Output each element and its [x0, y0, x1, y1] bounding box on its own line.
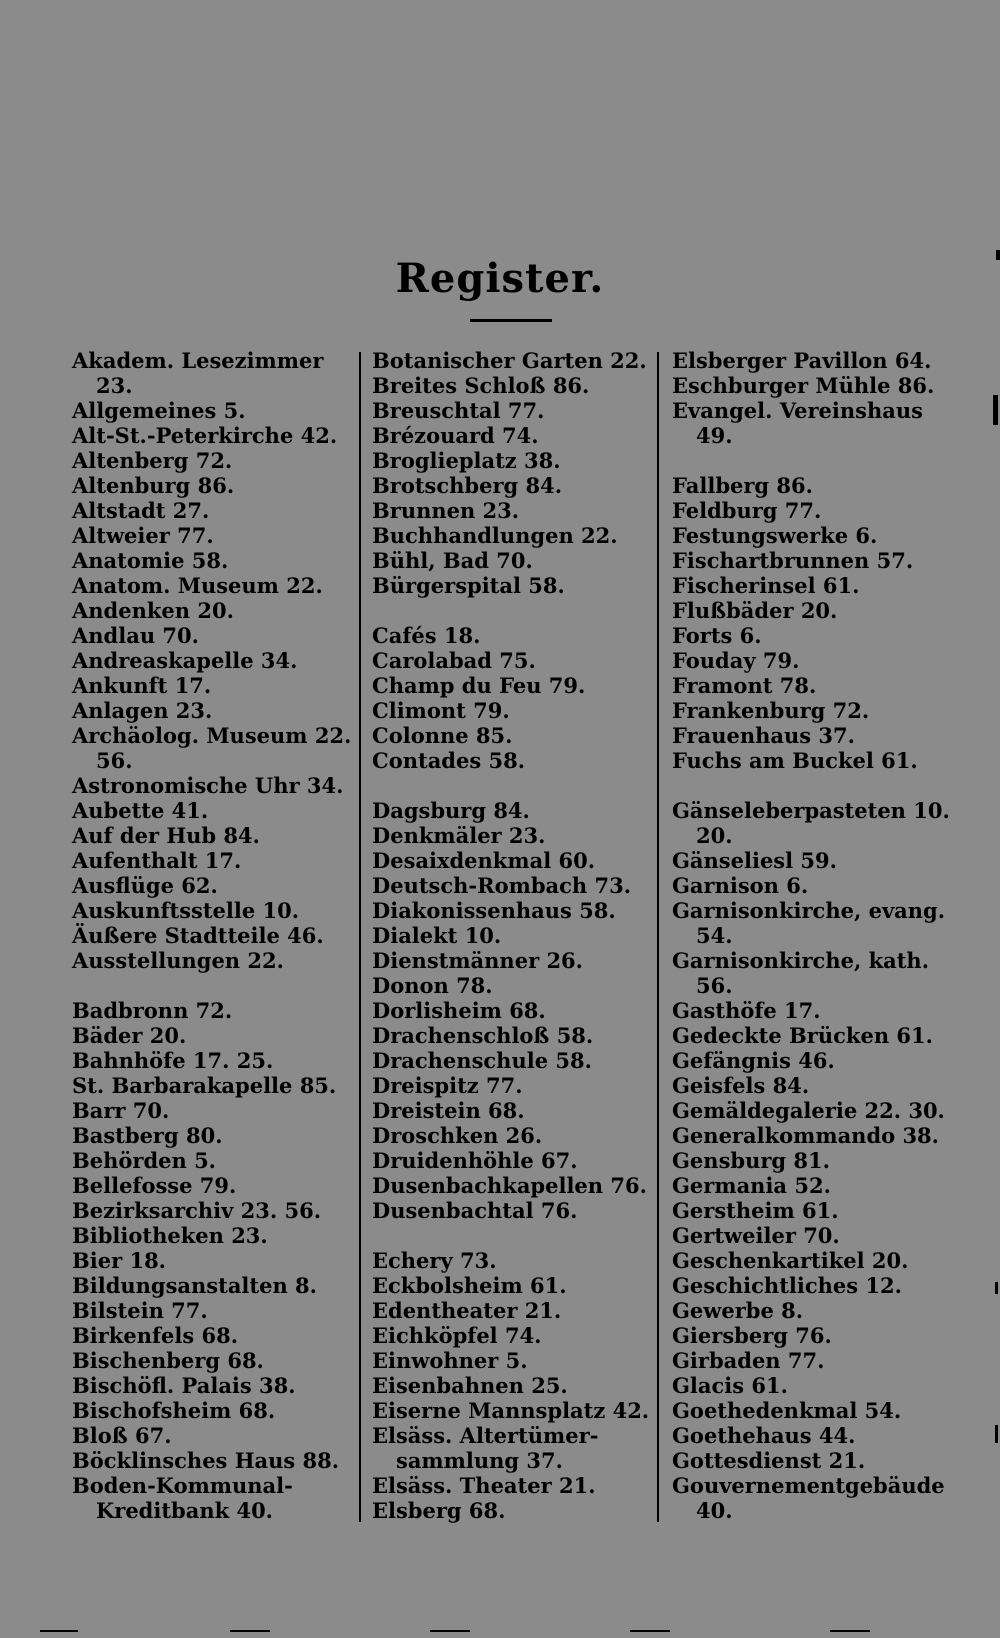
index-entry: Fuchs am Buckel 61.	[672, 748, 918, 773]
index-entry: Gasthöfe 17.	[672, 998, 821, 1023]
index-entry: Gefängnis 46.	[672, 1048, 835, 1073]
index-entry: Aufenthalt 17.	[72, 848, 242, 873]
index-entry: Gänseleberpasteten 10.	[672, 798, 950, 823]
index-entry: Botanischer Garten 22.	[372, 348, 647, 373]
index-entry: Badbronn 72.	[72, 998, 233, 1023]
register-column-3	[672, 348, 962, 1523]
index-entry: Denkmäler 23.	[372, 823, 546, 848]
index-entry: Auf der Hub 84.	[72, 823, 260, 848]
index-entry: Fallberg 86.	[672, 473, 813, 498]
index-entry: Geschichtliches 12.	[672, 1273, 902, 1298]
index-entry: Auskunftsstelle 10.	[72, 898, 300, 923]
index-entry: Bäder 20.	[72, 1023, 187, 1048]
index-entry: Dreispitz 77.	[372, 1073, 523, 1098]
index-entry: 23.	[96, 373, 133, 398]
index-entry: Bezirksarchiv 23. 56.	[72, 1198, 322, 1223]
index-entry: Flußbäder 20.	[672, 598, 838, 623]
index-entry: Gensburg 81.	[672, 1148, 830, 1173]
edge-mark	[996, 250, 1000, 260]
index-entry: Dialekt 10.	[372, 923, 502, 948]
index-entry: Bischofsheim 68.	[72, 1398, 276, 1423]
index-entry: Elsäss. Altertümer-	[372, 1423, 599, 1448]
index-entry: Echery 73.	[372, 1248, 497, 1273]
index-entry: Äußere Stadtteile 46.	[72, 923, 324, 948]
index-entry: Bloß 67.	[72, 1423, 172, 1448]
index-entry: Akadem. Lesezimmer	[72, 348, 324, 373]
index-entry: Astronomische Uhr 34.	[72, 773, 344, 798]
index-entry: 49.	[696, 423, 733, 448]
index-entry: Bastberg 80.	[72, 1123, 223, 1148]
title-divider	[470, 319, 552, 322]
index-entry: Geisfels 84.	[672, 1073, 810, 1098]
index-entry: Contades 58.	[372, 748, 526, 773]
index-entry: Framont 78.	[672, 673, 817, 698]
index-entry: Giersberg 76.	[672, 1323, 832, 1348]
index-entry: Eckbolsheim 61.	[372, 1273, 567, 1298]
index-entry: Gouvernementgebäude	[672, 1473, 945, 1498]
index-entry: Dagsburg 84.	[372, 798, 530, 823]
index-entry: Dreistein 68.	[372, 1098, 525, 1123]
index-entry: Archäolog. Museum 22.	[72, 723, 352, 748]
index-entry: Glacis 61.	[672, 1373, 788, 1398]
register-column-2	[372, 348, 654, 1523]
index-entry: Evangel. Vereinshaus	[672, 398, 923, 423]
bottom-rule	[630, 1630, 670, 1632]
index-entry: Gedeckte Brücken 61.	[672, 1023, 933, 1048]
index-entry: Droschken 26.	[372, 1123, 543, 1148]
index-entry: Bischöfl. Palais 38.	[72, 1373, 296, 1398]
index-entry: Bildungsanstalten 8.	[72, 1273, 317, 1298]
bottom-rule	[230, 1630, 270, 1632]
section-gap	[372, 773, 654, 798]
index-entry: Breuschtal 77.	[372, 398, 545, 423]
index-entry: Colonne 85.	[372, 723, 513, 748]
index-entry: Frauenhaus 37.	[672, 723, 855, 748]
index-entry: Garnison 6.	[672, 873, 809, 898]
index-entry: Gertweiler 70.	[672, 1223, 840, 1248]
index-entry: Bischenberg 68.	[72, 1348, 264, 1373]
index-entry: Altenberg 72.	[72, 448, 233, 473]
index-entry: Boden-Kommunal-	[72, 1473, 293, 1498]
index-entry: 54.	[696, 923, 733, 948]
index-entry: Kreditbank 40.	[96, 1498, 273, 1523]
index-entry: Fouday 79.	[672, 648, 800, 673]
index-entry: Drachenschloß 58.	[372, 1023, 594, 1048]
index-entry: Eichköpfel 74.	[372, 1323, 542, 1348]
index-entry: Buchhandlungen 22.	[372, 523, 618, 548]
index-entry: Feldburg 77.	[672, 498, 822, 523]
section-gap	[372, 1223, 654, 1248]
index-entry: Ausflüge 62.	[72, 873, 218, 898]
index-entry: Anatomie 58.	[72, 548, 229, 573]
index-entry: 56.	[696, 973, 733, 998]
index-entry: Einwohner 5.	[372, 1348, 528, 1373]
section-gap	[672, 448, 962, 473]
edge-mark	[995, 1282, 998, 1294]
index-entry: Ausstellungen 22.	[72, 948, 284, 973]
index-entry: Altenburg 86.	[72, 473, 235, 498]
index-entry: Eisenbahnen 25.	[372, 1373, 568, 1398]
index-entry: 20.	[696, 823, 733, 848]
section-gap	[72, 973, 358, 998]
index-entry: Cafés 18.	[372, 623, 481, 648]
index-entry: Festungswerke 6.	[672, 523, 878, 548]
index-entry: Forts 6.	[672, 623, 762, 648]
index-entry: Bier 18.	[72, 1248, 166, 1273]
index-entry: Andreaskapelle 34.	[72, 648, 298, 673]
index-entry: Altweier 77.	[72, 523, 214, 548]
index-entry: Altstadt 27.	[72, 498, 210, 523]
index-entry: Birkenfels 68.	[72, 1323, 239, 1348]
index-entry: Eiserne Mannsplatz 42.	[372, 1398, 650, 1423]
index-entry: Böcklinsches Haus 88.	[72, 1448, 340, 1473]
index-entry: Donon 78.	[372, 973, 493, 998]
edge-mark	[995, 1425, 998, 1443]
index-entry: sammlung 37.	[396, 1448, 563, 1473]
edge-mark	[993, 395, 998, 425]
index-entry: Desaixdenkmal 60.	[372, 848, 596, 873]
page-title: Register.	[395, 255, 605, 302]
index-entry: Diakonissenhaus 58.	[372, 898, 616, 923]
index-entry: Girbaden 77.	[672, 1348, 825, 1373]
index-entry: Brotschberg 84.	[372, 473, 563, 498]
index-entry: Andlau 70.	[72, 623, 199, 648]
index-entry: Edentheater 21.	[372, 1298, 562, 1323]
index-entry: Gerstheim 61.	[672, 1198, 839, 1223]
index-entry: Goethedenkmal 54.	[672, 1398, 902, 1423]
index-entry: Bürgerspital 58.	[372, 573, 565, 598]
index-entry: Allgemeines 5.	[72, 398, 246, 423]
index-entry: Dusenbachtal 76.	[372, 1198, 578, 1223]
index-entry: Bellefosse 79.	[72, 1173, 237, 1198]
index-entry: Elsberg 68.	[372, 1498, 506, 1523]
index-entry: Aubette 41.	[72, 798, 209, 823]
index-entry: Dienstmänner 26.	[372, 948, 583, 973]
index-entry: Geschenkartikel 20.	[672, 1248, 909, 1273]
index-entry: Brunnen 23.	[372, 498, 520, 523]
index-entry: Eschburger Mühle 86.	[672, 373, 935, 398]
index-entry: Anlagen 23.	[72, 698, 213, 723]
index-entry: Bühl, Bad 70.	[372, 548, 533, 573]
index-entry: Broglieplatz 38.	[372, 448, 561, 473]
bottom-rule	[430, 1630, 470, 1632]
index-entry: Goethehaus 44.	[672, 1423, 856, 1448]
index-entry: Gottesdienst 21.	[672, 1448, 866, 1473]
index-entry: Bilstein 77.	[72, 1298, 208, 1323]
index-entry: Druidenhöhle 67.	[372, 1148, 578, 1173]
index-entry: Garnisonkirche, evang.	[672, 898, 946, 923]
index-entry: Dusenbachkapellen 76.	[372, 1173, 647, 1198]
index-entry: Germania 52.	[672, 1173, 831, 1198]
index-entry: 40.	[696, 1498, 733, 1523]
index-entry: Alt-St.-Peterkirche 42.	[72, 423, 338, 448]
section-gap	[672, 773, 962, 798]
bottom-rule	[830, 1630, 870, 1632]
index-entry: Barr 70.	[72, 1098, 170, 1123]
index-entry: 56.	[96, 748, 133, 773]
column-divider	[359, 352, 361, 1522]
index-entry: Dorlisheim 68.	[372, 998, 546, 1023]
index-entry: St. Barbarakapelle 85.	[72, 1073, 337, 1098]
index-entry: Bahnhöfe 17. 25.	[72, 1048, 274, 1073]
index-entry: Behörden 5.	[72, 1148, 216, 1173]
index-entry: Fischerinsel 61.	[672, 573, 860, 598]
index-entry: Brézouard 74.	[372, 423, 539, 448]
index-entry: Gewerbe 8.	[672, 1298, 804, 1323]
index-entry: Gänseliesl 59.	[672, 848, 837, 873]
section-gap	[372, 598, 654, 623]
index-entry: Elsberger Pavillon 64.	[672, 348, 932, 373]
index-entry: Climont 79.	[372, 698, 510, 723]
index-entry: Bibliotheken 23.	[72, 1223, 268, 1248]
index-entry: Champ du Feu 79.	[372, 673, 586, 698]
register-column-1	[72, 348, 358, 1523]
index-entry: Ankunft 17.	[72, 673, 212, 698]
index-entry: Generalkommando 38.	[672, 1123, 939, 1148]
index-entry: Elsäss. Theater 21.	[372, 1473, 596, 1498]
bottom-rule	[40, 1630, 78, 1632]
index-entry: Deutsch-Rombach 73.	[372, 873, 632, 898]
index-entry: Gemäldegalerie 22. 30.	[672, 1098, 945, 1123]
index-entry: Breites Schloß 86.	[372, 373, 590, 398]
column-divider	[657, 352, 659, 1522]
index-entry: Drachenschule 58.	[372, 1048, 592, 1073]
index-entry: Andenken 20.	[72, 598, 234, 623]
index-entry: Garnisonkirche, kath.	[672, 948, 930, 973]
index-entry: Anatom. Museum 22.	[72, 573, 323, 598]
index-entry: Fischartbrunnen 57.	[672, 548, 914, 573]
index-entry: Carolabad 75.	[372, 648, 536, 673]
index-entry: Frankenburg 72.	[672, 698, 870, 723]
